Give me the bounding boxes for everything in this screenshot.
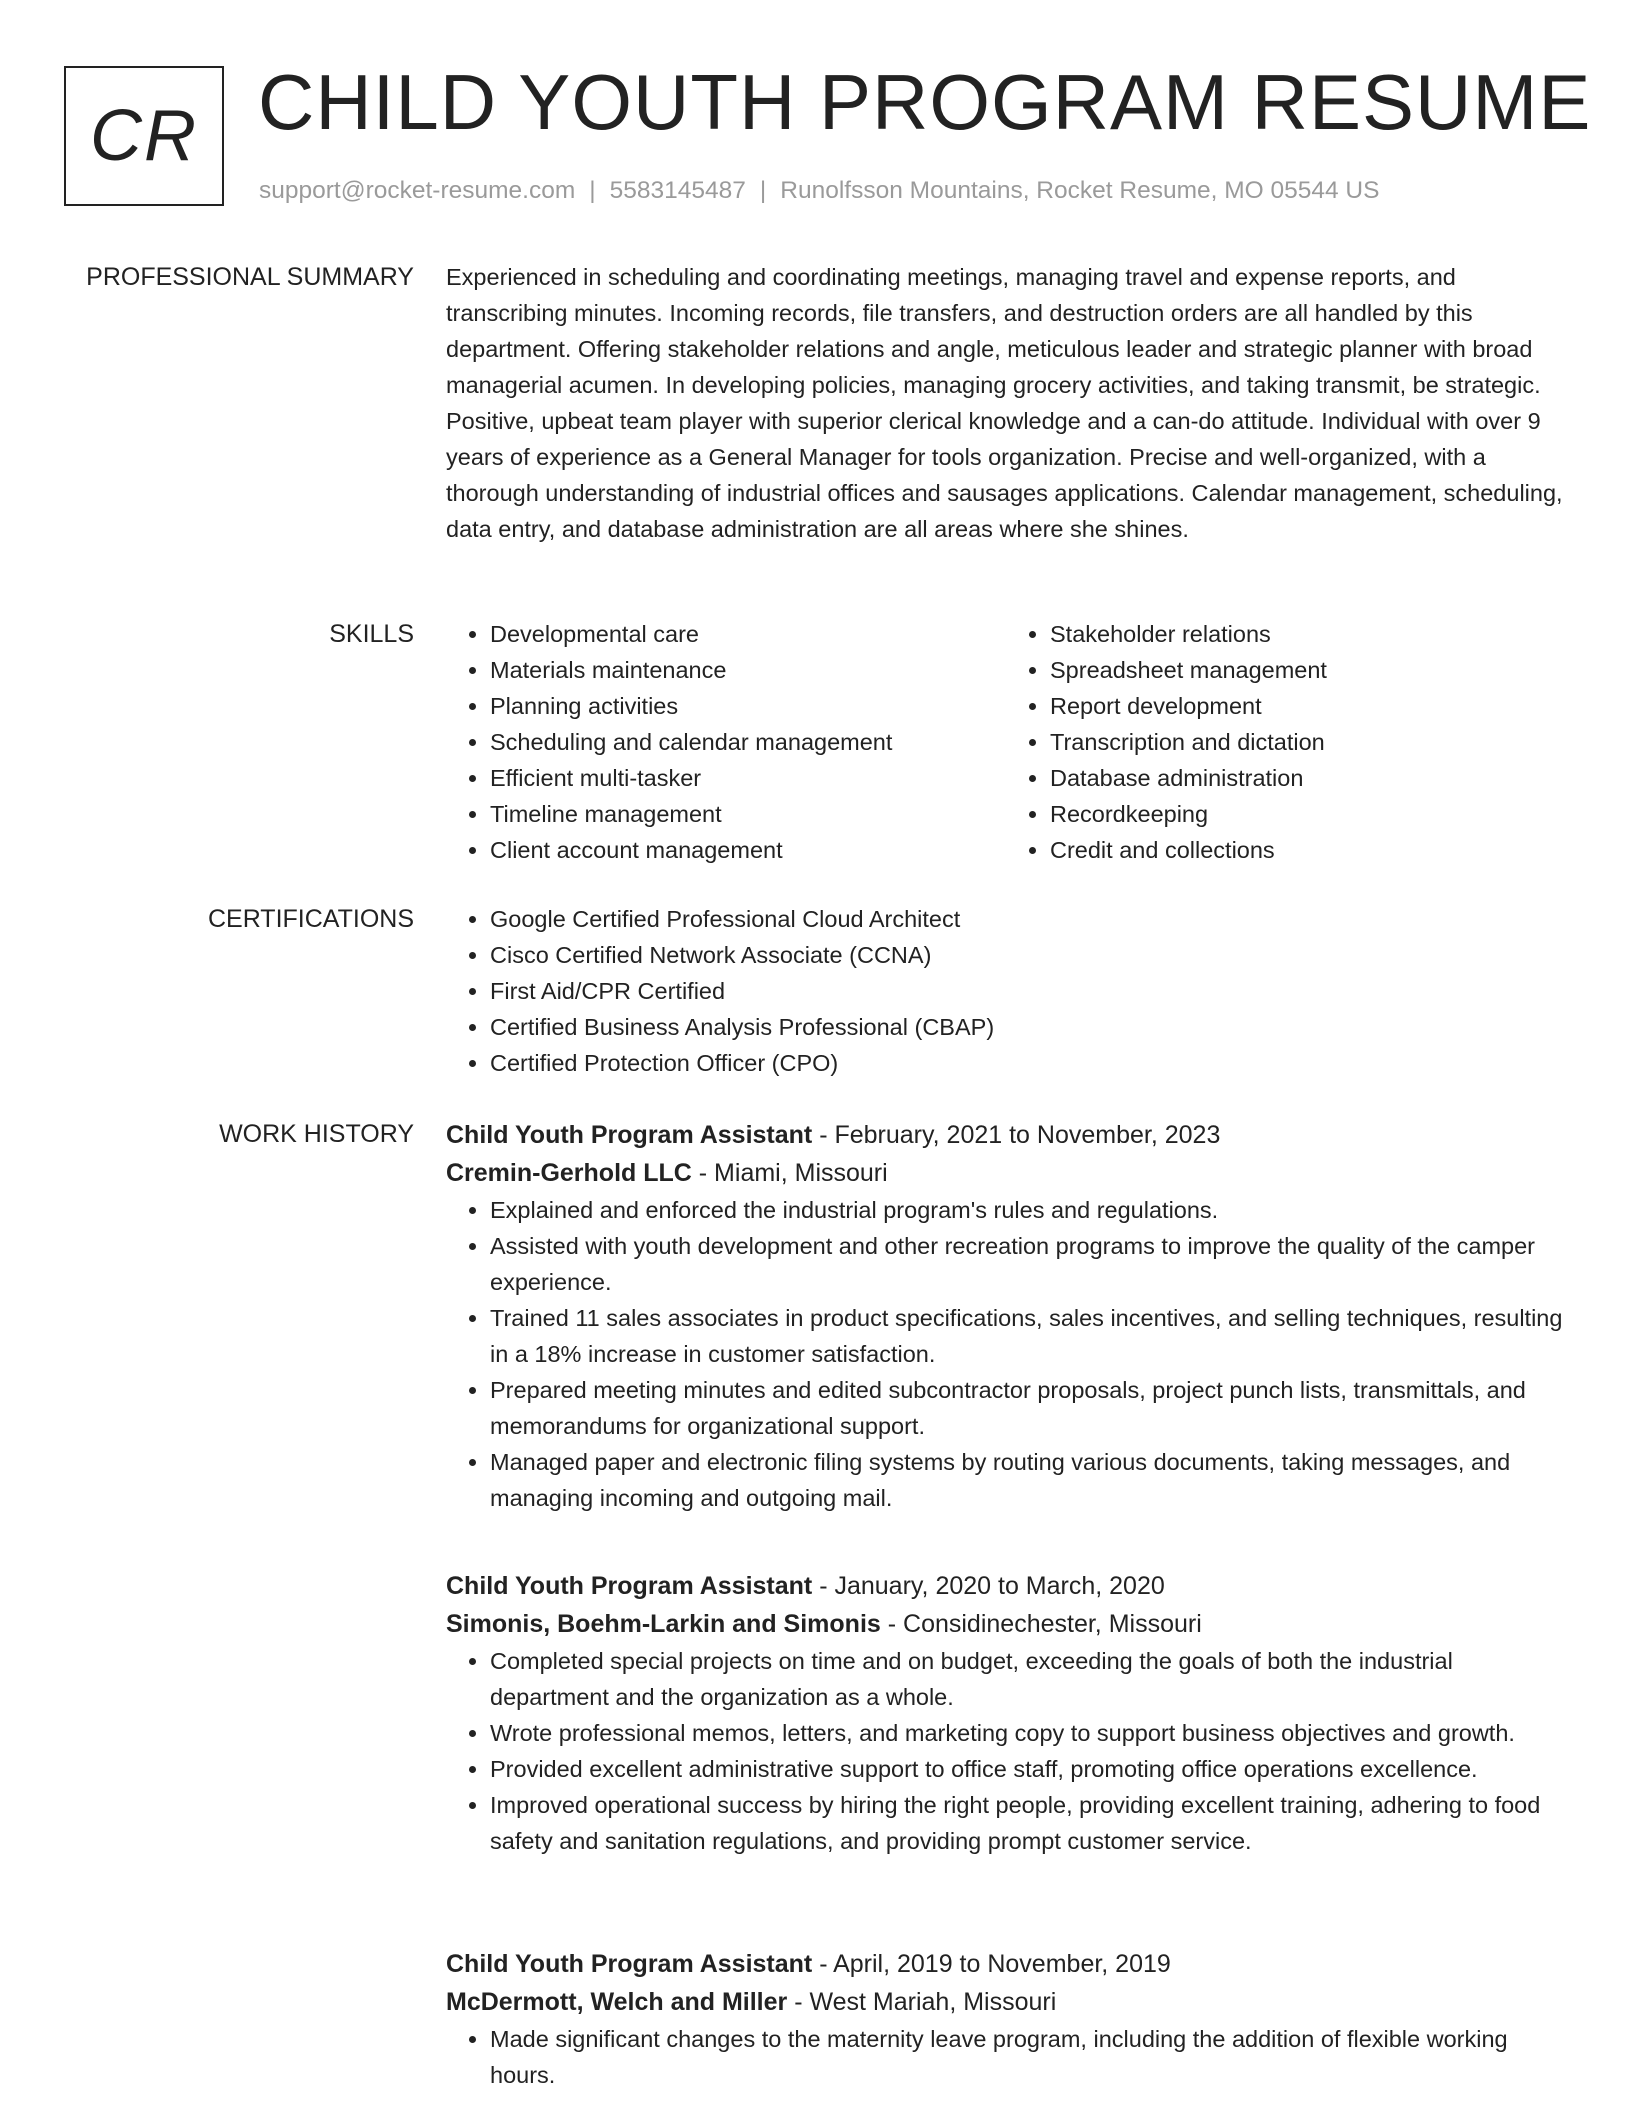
- job-title-line: [446, 1945, 1566, 1983]
- section-label-skills: SKILLS: [329, 620, 414, 648]
- job-company-line: [446, 1154, 1566, 1192]
- job-bullet: • Provided excellent administrative support to office staff, promoting office operations excellence.: [490, 1751, 1566, 1787]
- skills-grid: [446, 616, 1566, 868]
- job-company-line: [446, 1605, 1566, 1643]
- work-history-body: [446, 1116, 1566, 2088]
- job-title: Child Youth Program Assistant: [446, 1572, 813, 1600]
- skill-item: • Materials maintenance: [490, 652, 1006, 688]
- skills-list-left: [446, 616, 1006, 868]
- contact-separator: |: [589, 177, 596, 204]
- job-bullet: • Improved operational success by hiring the right people, providing excellent training, adhering to food safety and sanitation regulations, and providing prompt customer service.: [490, 1787, 1566, 1859]
- job-company-line: [446, 1983, 1566, 2021]
- job-location: - West Mariah, Missouri: [787, 1988, 1057, 2016]
- contact-phone: 5583145487: [609, 177, 746, 204]
- job-bullet: • Managed paper and electronic filing systems by routing various documents, taking messages, and managing incoming and outgoing mail.: [490, 1444, 1566, 1516]
- job-bullet: • Prepared meeting minutes and edited subcontractor proposals, project punch lists, transmittals, and memorandums for organizational support.: [490, 1372, 1566, 1444]
- job-bullets: [446, 2021, 1566, 2093]
- job-bullet: • Completed special projects on time and on budget, exceeding the goals of both the industrial department and the organization as a whole.: [490, 1643, 1566, 1715]
- job-bullet: • Assisted with youth development and other recreation programs to improve the quality of the camper experience.: [490, 1228, 1566, 1300]
- certification-item: • Certified Protection Officer (CPO): [490, 1045, 1566, 1081]
- section-label-certifications: CERTIFICATIONS: [207, 905, 414, 933]
- skill-item: • Timeline management: [490, 796, 1006, 832]
- skill-item: • Transcription and dictation: [1050, 724, 1566, 760]
- job-title-line: [446, 1567, 1566, 1605]
- job-company: McDermott, Welch and Miller: [446, 1988, 788, 2016]
- certification-item: • First Aid/CPR Certified: [490, 973, 1566, 1009]
- job-title-line: [446, 1116, 1566, 1154]
- skill-item: • Stakeholder relations: [1050, 616, 1566, 652]
- skill-item: • Client account management: [490, 832, 1006, 868]
- skill-item: • Spreadsheet management: [1050, 652, 1566, 688]
- job-bullets: [446, 1192, 1566, 1516]
- certifications-list: [446, 901, 1566, 1081]
- skills-list-right: [1006, 616, 1566, 868]
- job-entry: [446, 1567, 1566, 1859]
- contact-separator: |: [759, 177, 767, 204]
- contact-line: [259, 174, 1379, 208]
- job-company: Simonis, Boehm-Larkin and Simonis: [446, 1610, 881, 1638]
- certification-item: • Certified Business Analysis Professional (CBAP): [490, 1009, 1566, 1045]
- skill-item: • Database administration: [1050, 760, 1566, 796]
- job-dates: - February, 2021 to November, 2023: [812, 1121, 1221, 1149]
- summary-body: [446, 259, 1566, 547]
- skill-item: • Planning activities: [490, 688, 1006, 724]
- skill-item: • Recordkeeping: [1050, 796, 1566, 832]
- skills-body: [446, 616, 1566, 868]
- certification-item: • Google Certified Professional Cloud Architect: [490, 901, 1566, 937]
- skill-item: • Credit and collections: [1050, 832, 1566, 868]
- section-label-summary: PROFESSIONAL SUMMARY: [86, 263, 414, 291]
- job-location: - Miami, Missouri: [691, 1159, 888, 1187]
- job-entry: [446, 1116, 1566, 1516]
- skill-item: • Report development: [1050, 688, 1566, 724]
- section-label-work-history: WORK HISTORY: [219, 1120, 414, 1148]
- job-bullet: • Trained 11 sales associates in product specifications, sales incentives, and selling techniques, resulting in a 18% increase in customer satisfaction.: [490, 1300, 1566, 1372]
- job-dates: - January, 2020 to March, 2020: [812, 1572, 1165, 1600]
- job-location: - Considinechester, Missouri: [880, 1610, 1202, 1638]
- summary-text: Experienced in scheduling and coordinating meetings, managing travel and expense reports, and transcribing minutes. Incoming records, file transfers, and destruction orders are all handled by this department. Offering stakeholder relations and angle, meticulous leader and strategic planner with broad managerial acumen. In developing policies, managing grocery activities, and taking transmit, be strategic. Positive, upbeat team player with superior clerical knowledge and a can-do attitude. Individual with over 9 years of experience as a General Manager for tools organization. Precise and well-organized, with a thorough understanding of industrial offices and sausages applications. Calendar management, scheduling, data entry, and database administration are all areas where she shines.: [446, 264, 1563, 542]
- job-dates: - April, 2019 to November, 2019: [812, 1950, 1171, 1978]
- certifications-body: [446, 901, 1566, 1081]
- contact-address: Runolfsson Mountains, Rocket Resume, MO 05544 US: [780, 177, 1380, 204]
- job-bullet: • Explained and enforced the industrial program's rules and regulations.: [490, 1192, 1566, 1228]
- job-title: Child Youth Program Assistant: [446, 1950, 813, 1978]
- job-bullet: • Made significant changes to the maternity leave program, including the addition of flexible working hours.: [490, 2021, 1566, 2093]
- job-bullets: [446, 1643, 1566, 1859]
- contact-email: support@rocket-resume.com: [259, 177, 576, 204]
- job-entry: [446, 1945, 1566, 2093]
- skill-item: • Scheduling and calendar management: [490, 724, 1006, 760]
- monogram-logo: CR: [64, 66, 224, 206]
- skill-item: • Efficient multi-tasker: [490, 760, 1006, 796]
- resume-title: CHILD YOUTH PROGRAM RESUME: [258, 58, 1592, 146]
- job-bullet: • Wrote professional memos, letters, and marketing copy to support business objectives and growth.: [490, 1715, 1566, 1751]
- job-title: Child Youth Program Assistant: [446, 1121, 813, 1149]
- certification-item: • Cisco Certified Network Associate (CCNA): [490, 937, 1566, 973]
- skill-item: • Developmental care: [490, 616, 1006, 652]
- job-company: Cremin-Gerhold LLC: [446, 1159, 692, 1187]
